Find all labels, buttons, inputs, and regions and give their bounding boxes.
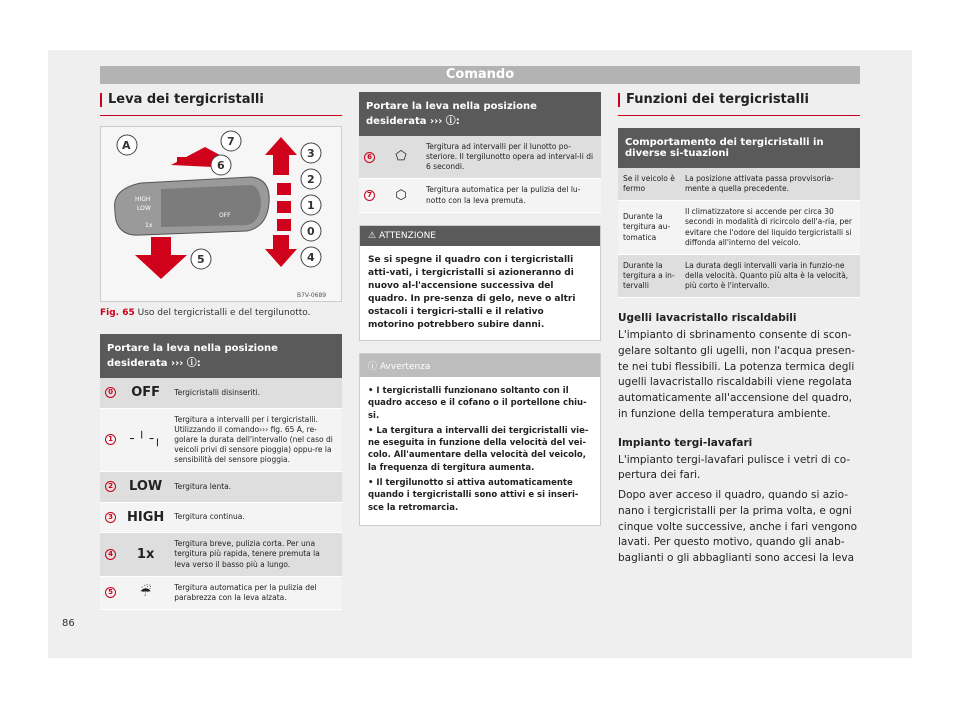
wiper-lever-illustration [101,127,342,302]
note-box [359,353,601,526]
paragraph: L'impianto di sbrinamento consente di scon-gelare soltanto gli ugelli, non l'acqua presen-te nei tubi flessibili. La potenza termica degli ugelli lavacristallo riscaldabili viene regolata automaticamente all'accensione del quadro, in funzione della temperatura ambiente. [618,329,856,420]
chapter-header: Comando [100,66,860,84]
warning-icon: ⚠ [368,230,377,241]
table-row: 5 ☔ Tergitura automatica per la pulizia del parabrezza con la leva alzata. [100,576,342,609]
paragraph: L'impianto tergi-lavafari pulisce i vetri di co-pertura dei fari. [618,453,851,482]
figure-caption: Fig. 65 Uso del tergicristalli e del tergilunotto. [100,308,311,318]
table-row: 4 1x Tergitura breve, pulizia corta. Per una tergitura più rapida, tenere premuta la leva verso il basso più a lungo. [100,533,342,576]
table-row: 0 OFF Tergicristalli disinseriti. [100,378,342,408]
arrow-6 [177,157,195,163]
label-7: 7 [227,135,235,148]
info-icon: ⓘ [368,361,378,372]
table-row: 1 ╴╵╶╷ Tergitura a intervalli per i tergicristalli. Utilizzando il comando››› fig. 65 A, re-golare la durata dell'intervallo (nel caso di veicoli privi di sensore pioggia) oppu-re la sensibilità del sensore pioggia. [100,408,342,472]
label-4: 4 [307,251,315,264]
column-3 [618,92,860,567]
section-title: Funzioni dei tergicristalli [618,92,860,116]
warning-text: Se si spegne il quadro con i tergicristalli atti-vati, i tergicristalli si azioneranno di nuovo al-l'accensione successiva del quadro. In pre-senza di gelo, neve o altri ostacoli i tergicri-stalli e il relativo motorino potrebbero subire danni. [360,246,600,340]
label-5: 5 [197,253,205,266]
page-number: 86 [62,618,75,629]
lever-1x-label: 1x [145,222,153,229]
table-row: 2 LOW Tergitura lenta. [100,472,342,503]
table-row: 6 ⬠ Tergitura ad intervalli per il lunotto po-steriore. Il tergilunotto opera ad interval-li di 6 secondi. [359,136,601,179]
behaviour-table [618,168,860,298]
label-1: 1 [307,199,315,212]
subheading-ugelli: Ugelli lavacristallo riscaldabili [618,312,797,325]
column-1 [100,92,342,610]
warning-header: ⚠ ATTENZIONE [360,226,600,246]
figure-65 [100,126,342,302]
positions-table [100,334,342,610]
step-0 [277,219,291,231]
table-row: 7 ⬡ Tergitura automatica per la pulizia del lu-notto con la leva premuta. [359,179,601,212]
note-header: ⓘ Avvertenza [360,354,600,377]
table-row: Se il veicolo è fermo La posizione attivata passa provvisoria-mente a quella precedente. [618,168,860,201]
lever-off-label: OFF [219,212,231,219]
note-text: • I tergicristalli funzionano soltanto con il quadro acceso e il cofano o il portellone chiu-si. • La tergitura a intervalli dei tergicristalli vie-ne eseguita in funzione della velocità del vei-colo. All'aumentare della velocità del veicolo, la frequenza di tergitura aumenta. • Il tergilunotto si attiva automaticamente quando i tergicristalli sono attivi e si inseri-sce la retromarcia. [368,385,589,513]
table-header: Portare la leva nella posizione desiderata ››› ⓘ: [100,334,342,378]
label-a: A [122,139,131,152]
table-row: Durante la tergitura a in-tervalli La durata degli intervalli varia in funzio-ne della velocità. Quanto più alta è la velocità, più corto è l'intervallo. [618,254,860,297]
subheading-tergilavafari: Impianto tergi-lavafari [618,436,753,449]
table-header: Comportamento dei tergicristalli in diverse si-tuazioni [618,128,860,168]
lever-high-label: HIGH [135,196,151,203]
label-6: 6 [217,159,225,172]
paragraph: Dopo aver acceso il quadro, quando si azio-nano i tergicristalli per la prima volta, e ogni cinque volte successive, anche i fari vengono lavati. Per questo motivo, quando gli anab-baglianti o gli abbaglianti sono accesi la leva [618,489,858,565]
warning-box [359,225,601,341]
step-1 [277,201,291,213]
column-2 [359,92,601,526]
table-header: Portare la leva nella posizione desiderata ››› ⓘ: [359,92,601,136]
table-row: Durante la tergitura au-tomatica Il climatizzatore si accende per circa 30 secondi in modalità di ricircolo dell'a-ria, per evitare che l'odore del liquido tergicristalli si diffonda all'interno del veicolo. [618,201,860,255]
label-3: 3 [307,147,315,160]
table-row: 3 HIGH Tergitura continua. [100,502,342,533]
lever-low-label: LOW [137,205,151,212]
section-title: Leva dei tergicristalli [100,92,342,116]
label-0: 0 [307,225,315,238]
figure-code: B7V-0689 [297,292,327,299]
step-2 [277,183,291,195]
label-2: 2 [307,173,315,186]
